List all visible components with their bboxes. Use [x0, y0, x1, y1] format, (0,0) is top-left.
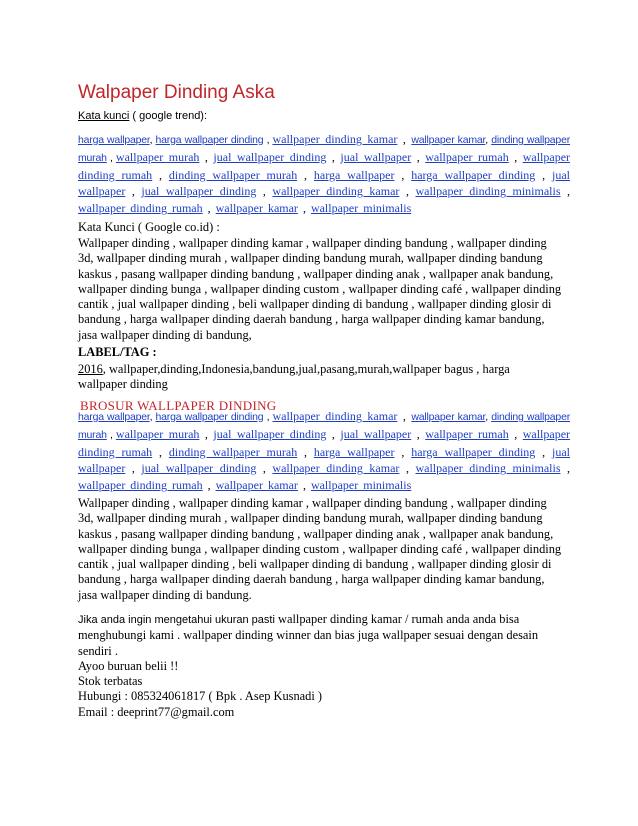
link-separator: , [397, 409, 412, 423]
link-separator: , [149, 411, 156, 423]
link-separator: , [263, 134, 273, 146]
link-separator: , [199, 149, 214, 164]
brosur-heading: BROSUR WALLPAPER DINDING [80, 398, 277, 413]
outro-line1-rest: wallpaper dinding kamar / rumah anda anda bisa [274, 612, 520, 626]
keyword-link[interactable]: wallpaper kamar [411, 411, 486, 423]
link-separator: , [411, 426, 426, 441]
keyword-link[interactable]: wallpaper murah [115, 149, 200, 164]
link-separator: , [149, 134, 156, 146]
link-separator: , [560, 461, 571, 476]
link-separator: , [485, 134, 492, 146]
label-tag-rest: , wallpaper,dinding,Indonesia,bandung,jual,pasang,murah,wallpaper bagus , harga [102, 362, 510, 376]
link-separator: , [106, 151, 116, 164]
brosur-line: wallpaper dinding bunga , wallpaper dinding custom , wallpaper dinding café , wallpaper dinding [78, 541, 562, 556]
link-separator: , [485, 411, 492, 423]
keyword-link[interactable]: jual wallpaper [340, 149, 412, 164]
keyword-link[interactable]: harga wallpaper dinding [155, 411, 264, 423]
link-separator: , [199, 426, 214, 441]
keyword-link[interactable]: harga wallpaper [313, 167, 395, 182]
keyword-link[interactable]: jual wallpaper [340, 426, 412, 441]
link-separator: , [508, 426, 523, 441]
link-separator: , [326, 149, 341, 164]
keyword-link[interactable]: harga wallpaper [78, 134, 150, 146]
keyword-link[interactable]: wallpaper kamar [215, 201, 298, 216]
contact-line: menghubungi kami . wallpaper dinding winner dan bias juga wallpaper sesuai dengan desain [78, 628, 539, 643]
google-keywords-paragraph [78, 236, 570, 343]
brosur-line: 3d, wallpaper dinding murah , wallpaper dinding bandung murah, wallpaper dinding bandung [78, 511, 543, 526]
link-separator: , [152, 167, 169, 182]
label-tag-values [78, 362, 570, 393]
brosur-line: jasa wallpaper dinding di bandung. [78, 587, 252, 602]
keyword-link[interactable]: wallpaper dinding rumah [78, 201, 203, 216]
contact-line: Stok terbatas [78, 674, 143, 689]
keyword-link[interactable]: dinding wallpaper murah [168, 444, 298, 459]
keyword-label-underlined: Kata kunci [78, 110, 130, 122]
keyword-link[interactable]: wallpaper minimalis [310, 201, 412, 216]
link-separator: , [326, 426, 341, 441]
keyword-link[interactable]: wallpaper minimalis [310, 478, 412, 493]
keyword-link[interactable]: jual wallpaper [78, 444, 571, 476]
keyword-links-group-1 [78, 131, 570, 217]
keyword-link[interactable]: wallpaper dinding rumah [78, 426, 571, 459]
contact-line: Email : deeprint77@gmail.com [78, 704, 235, 719]
link-separator: , [394, 167, 412, 182]
brosur-line: cantik , jual wallpaper dinding , beli wallpaper dinding di bandung , wallpaper dinding glosir di [78, 557, 552, 572]
keyword-link[interactable]: wallpaper kamar [215, 478, 298, 493]
contact-section [78, 612, 570, 720]
outro-lead: Jika anda ingin mengetahui ukuran pasti [78, 614, 275, 626]
google-keywords-line: Wallpaper dinding , wallpaper dinding kamar , wallpaper dinding bandung , wallpaper dinding [78, 236, 547, 250]
keyword-link[interactable]: dinding wallpaper murah [78, 134, 571, 164]
link-separator: , [397, 132, 412, 146]
link-separator: , [297, 444, 314, 459]
link-separator: , [256, 461, 273, 476]
keyword-link[interactable]: wallpaper rumah [425, 149, 509, 164]
keyword-link[interactable]: wallpaper dinding minimalis [415, 184, 561, 199]
keyword-link[interactable]: jual wallpaper dinding [213, 149, 327, 164]
google-keywords-line: 3d, wallpaper dinding murah , wallpaper dinding bandung murah, wallpaper dinding bandung [78, 251, 543, 266]
keyword-link[interactable]: harga wallpaper dinding [155, 134, 264, 146]
google-keywords-heading: Kata Kunci ( Google co.id) : [78, 220, 220, 234]
link-separator: , [106, 428, 116, 441]
link-separator: , [399, 184, 416, 199]
keyword-link[interactable]: dinding wallpaper murah [168, 167, 298, 182]
keyword-link[interactable]: wallpaper rumah [425, 426, 509, 441]
keyword-link[interactable]: wallpaper dinding minimalis [415, 461, 561, 476]
keyword-link[interactable]: jual wallpaper [78, 167, 571, 199]
link-separator: , [394, 444, 412, 459]
label-tag-line2: wallpaper dinding [78, 377, 168, 392]
keyword-link[interactable]: wallpaper dinding kamar [272, 132, 398, 146]
keyword-link[interactable]: jual wallpaper dinding [141, 461, 257, 476]
contact-line: Hubungi : 085324061817 ( Bpk . Asep Kusnadi ) [78, 689, 323, 704]
keyword-link[interactable]: wallpaper dinding rumah [78, 149, 571, 182]
keyword-link[interactable]: wallpaper dinding kamar [272, 409, 398, 423]
keyword-link[interactable]: wallpaper dinding rumah [78, 478, 203, 493]
link-separator: , [263, 411, 273, 423]
keyword-label [78, 110, 207, 122]
google-keywords-line: cantik , jual wallpaper dinding , beli wallpaper dinding di bandung , wallpaper dinding glosir di [78, 297, 552, 312]
keyword-links-group-2 [78, 408, 570, 494]
keyword-link[interactable]: harga wallpaper dinding [411, 167, 536, 182]
link-separator: , [202, 478, 216, 493]
brosur-paragraph [78, 496, 570, 603]
brosur-line: bandung , harga wallpaper dinding daerah bandung , harga wallpaper dinding kamar bandung, [78, 572, 545, 587]
page-title: Walpaper Dinding Aska [78, 82, 275, 103]
link-separator: , [152, 444, 169, 459]
keyword-link[interactable]: harga wallpaper [313, 444, 395, 459]
link-separator: , [411, 149, 426, 164]
link-separator: , [560, 184, 571, 199]
link-separator: , [399, 461, 416, 476]
keyword-link[interactable]: wallpaper kamar [411, 134, 486, 146]
link-separator: , [297, 167, 314, 182]
keyword-link[interactable]: dinding wallpaper murah [78, 411, 571, 441]
keyword-link[interactable]: wallpaper murah [115, 426, 200, 441]
keyword-link[interactable]: harga wallpaper dinding [411, 444, 536, 459]
link-separator: , [125, 461, 142, 476]
keyword-label-rest: ( google trend): [129, 110, 208, 122]
contact-line: sendiri . [78, 643, 118, 658]
link-separator: , [535, 444, 553, 459]
link-separator: , [256, 184, 273, 199]
label-tag-heading: LABEL/TAG : [78, 345, 157, 359]
brosur-line: Wallpaper dinding , wallpaper dinding kamar , wallpaper dinding bandung , wallpaper dinding [78, 496, 547, 510]
link-separator: , [508, 149, 523, 164]
link-separator: , [535, 167, 553, 182]
keyword-link[interactable]: jual wallpaper dinding [213, 426, 327, 441]
keyword-link[interactable]: jual wallpaper dinding [141, 184, 257, 199]
google-keywords-line: kaskus , pasang wallpaper dinding bandung , wallpaper dinding anak , wallpaper anak bandung, [78, 266, 554, 281]
google-keywords-line: jasa wallpaper dinding di bandung, [78, 327, 252, 342]
google-keywords-line: bandung , harga wallpaper dinding daerah bandung , harga wallpaper dinding kamar bandung, [78, 312, 545, 327]
keyword-link[interactable]: harga wallpaper [78, 411, 150, 423]
link-separator: , [297, 478, 311, 493]
link-separator: , [202, 201, 216, 216]
link-separator: , [125, 184, 142, 199]
label-tag-year: 2016 [78, 362, 103, 376]
contact-line: Ayoo buruan belii !! [78, 658, 179, 673]
google-keywords-line: wallpaper dinding bunga , wallpaper dinding custom , wallpaper dinding café , wallpaper dinding [78, 281, 562, 296]
keyword-link[interactable]: wallpaper dinding kamar [272, 184, 400, 199]
keyword-link[interactable]: wallpaper dinding kamar [272, 461, 400, 476]
brosur-line: kaskus , pasang wallpaper dinding bandung , wallpaper dinding anak , wallpaper anak bandung, [78, 526, 554, 541]
link-separator: , [297, 201, 311, 216]
